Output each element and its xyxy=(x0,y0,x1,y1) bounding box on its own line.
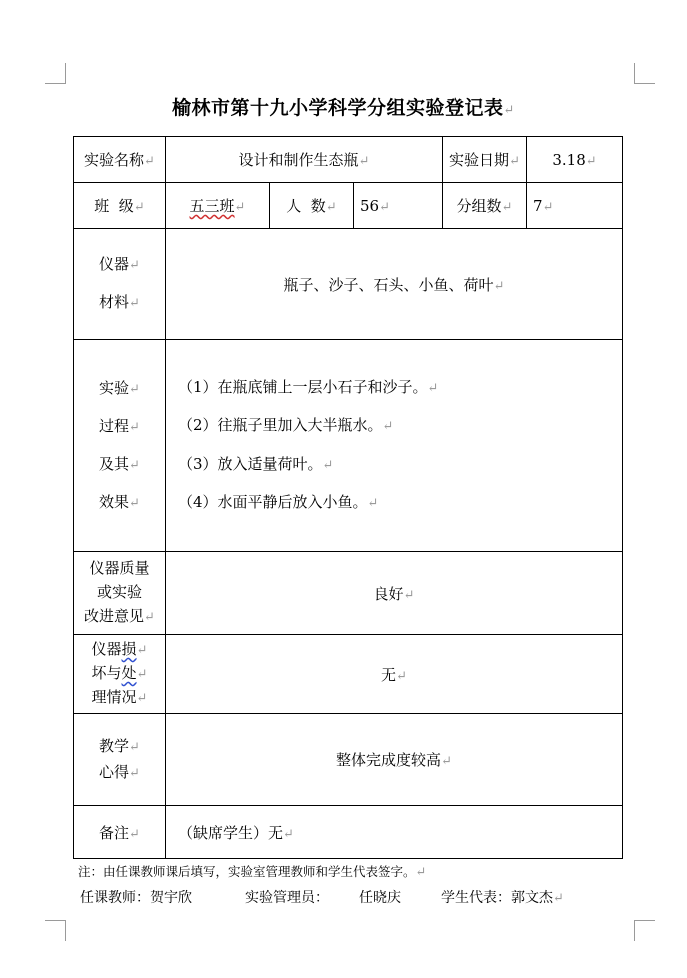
cell-class-value[interactable]: 五三班↵ xyxy=(166,183,270,229)
cell-groups-label[interactable]: 分组数↵ xyxy=(443,183,527,229)
lab-admin-name[interactable]: 任晓庆 xyxy=(359,890,401,906)
cell-people-value[interactable]: 56↵ xyxy=(354,183,443,229)
cell-remarks-label[interactable]: 备注↵ xyxy=(74,806,166,859)
title-text: 榆林市第十九小学科学分组实验登记表 xyxy=(172,97,504,119)
table-row xyxy=(74,137,623,183)
list-item: （3）放入适量荷叶。↵ xyxy=(178,454,334,473)
list-item: （1）在瓶底铺上一层小石子和沙子。↵ xyxy=(178,377,439,396)
page-corner-top-left xyxy=(45,63,66,84)
cell-quality-value[interactable]: 良好↵ xyxy=(166,552,623,635)
experiment-register-table xyxy=(73,136,623,859)
cell-learning-label[interactable]: 教学↵ 心得↵ xyxy=(74,714,166,806)
page-corner-bottom-left xyxy=(45,920,66,941)
list-item: （2）往瓶子里加入大半瓶水。↵ xyxy=(178,416,394,434)
cell-materials-value[interactable]: 瓶子、沙子、石头、小鱼、荷叶↵ xyxy=(166,229,623,340)
cell-process-label[interactable]: 实验↵ 过程↵ 及其↵ 效果↵ xyxy=(74,340,166,552)
table-row xyxy=(74,229,623,340)
footer-note[interactable]: 注：由任课教师课后填写，实验室管理教师和学生代表签字。↵ xyxy=(78,864,427,880)
cell-groups-value[interactable]: 7↵ xyxy=(527,183,623,229)
student-rep-signature[interactable]: 学生代表：郭文杰↵ xyxy=(441,890,564,906)
list-item: （4）水面平静后放入小鱼。↵ xyxy=(178,493,379,511)
cell-materials-label[interactable]: 仪器↵ 材料↵ xyxy=(74,229,166,340)
table-row xyxy=(74,552,623,635)
cell-damage-value[interactable]: 无↵ xyxy=(166,635,623,714)
page-corner-bottom-right xyxy=(634,920,655,941)
cell-people-label[interactable]: 人 数↵ xyxy=(270,183,354,229)
document-title[interactable] xyxy=(0,93,687,120)
table-row xyxy=(74,183,623,229)
teacher-signature[interactable]: 任课教师：贺宇欣 xyxy=(80,890,192,906)
cell-damage-label[interactable]: 仪器损↵ 坏与处↵ 理情况↵ xyxy=(74,635,166,714)
cell-quality-label[interactable]: 仪器质量 或实验 改进意见↵ xyxy=(74,552,166,635)
table-row xyxy=(74,714,623,806)
cell-remarks-value[interactable]: （缺席学生）无↵ xyxy=(166,806,623,859)
cell-name-label[interactable]: 实验名称↵ xyxy=(74,137,166,183)
table-row xyxy=(74,340,623,552)
cell-date-value[interactable]: 3.18↵ xyxy=(527,137,623,183)
table-row xyxy=(74,635,623,714)
lab-admin-label[interactable]: 实验管理员： xyxy=(245,890,329,906)
cell-name-value[interactable]: 设计和制作生态瓶↵ xyxy=(166,137,443,183)
paragraph-mark: ↵ xyxy=(503,103,515,118)
cell-process-steps[interactable] xyxy=(166,340,623,552)
page-corner-top-right xyxy=(634,63,655,84)
cell-date-label[interactable]: 实验日期↵ xyxy=(443,137,527,183)
cell-learning-value[interactable]: 整体完成度较高↵ xyxy=(166,714,623,806)
cell-class-label[interactable]: 班 级↵ xyxy=(74,183,166,229)
table-row xyxy=(74,806,623,859)
